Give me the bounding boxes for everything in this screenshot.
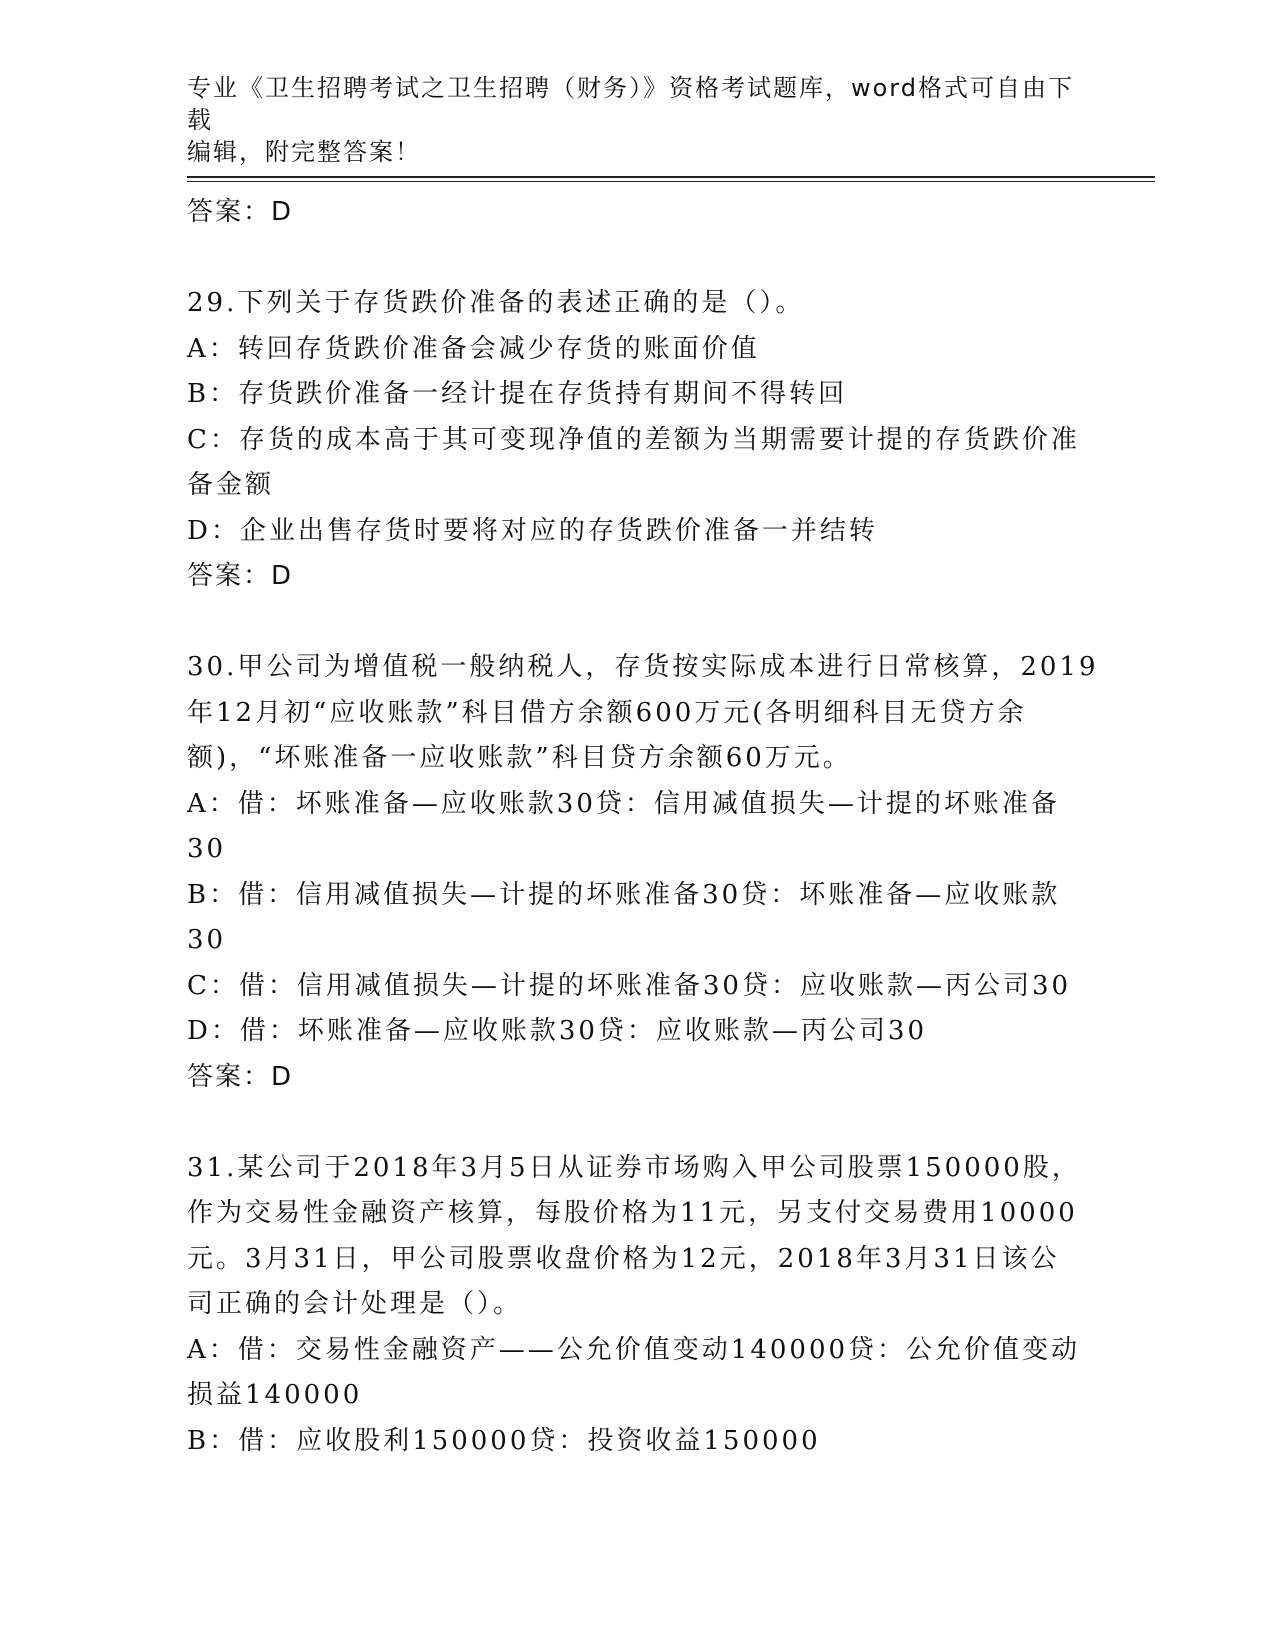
question-list (187, 190, 1099, 1464)
question-stem: 31.某公司于2018年3月5日从证券市场购入甲公司股票150000股， (187, 1152, 1081, 1183)
question-stem-continued: 年12月初“应收账款”科目借方余额600万元(各明细科目无贷方余 (187, 697, 1027, 728)
question-31 (187, 1146, 1081, 1465)
question-29 (187, 281, 1080, 600)
header-line-2: 编辑，附完整答案！ (187, 138, 421, 166)
option-b-continued: 30 (187, 925, 227, 955)
question-30 (187, 645, 1099, 1100)
option-a: A：借：交易性金融资产——公允价值变动140000贷：公允价值变动 (187, 1334, 1081, 1365)
option-a: A：借：坏账准备—应收账款30贷：信用减值损失—计提的坏账准备 (187, 788, 1060, 819)
option-d: D：借：坏账准备—应收账款30贷：应收账款—丙公司30 (187, 1016, 928, 1046)
question-stem-continued: 作为交易性金融资产核算，每股价格为11元，另支付交易费用10000 (187, 1198, 1078, 1228)
spacer (187, 600, 1067, 646)
document-header (187, 72, 1087, 168)
option-a-continued: 损益140000 (187, 1380, 363, 1410)
question-stem-continued: 额)，“坏账准备一应收账款”科目贷方余额60万元。 (187, 743, 852, 773)
header-line-1: 专业《卫生招聘考试之卫生招聘（财务）》资格考试题库，word格式可自由下载 (187, 74, 1074, 134)
spacer (187, 236, 1067, 282)
option-b: B：存货跌价准备一经计提在存货持有期间不得转回 (187, 379, 848, 409)
header-divider-thick (187, 176, 1155, 178)
header-divider-thin (187, 181, 1155, 182)
option-b: B：借：应收股利150000贷：投资收益150000 (187, 1425, 821, 1456)
question-stem: 30.甲公司为增值税一般纳税人，存货按实际成本进行日常核算，2019 (187, 652, 1099, 682)
question-stem-continued: 司正确的会计处理是（）。 (187, 1289, 523, 1319)
spacer (187, 1100, 1067, 1146)
option-b: B：借：信用减值损失—计提的坏账准备30贷：坏账准备—应收账款 (187, 879, 1061, 910)
option-c: C：借：信用减值损失—计提的坏账准备30贷：应收账款—丙公司30 (187, 970, 1072, 1001)
option-c: C：存货的成本高于其可变现净值的差额为当期需要计提的存货跌价准 (187, 424, 1080, 455)
option-a-continued: 30 (187, 834, 227, 864)
option-d: D：企业出售存货时要将对应的存货跌价准备一并结转 (187, 515, 878, 546)
answer-line: 答案：D (187, 561, 294, 591)
answer-line: 答案：D (187, 197, 294, 227)
answer-line: 答案：D (187, 1061, 294, 1092)
question-stem: 29.下列关于存货跌价准备的表述正确的是（）。 (187, 288, 805, 318)
option-a: A：转回存货跌价准备会减少存货的账面价值 (187, 333, 760, 364)
option-c-continued: 备金额 (187, 470, 275, 500)
question-stem-continued: 元。3月31日，甲公司股票收盘价格为12元，2018年3月31日该公 (187, 1243, 1060, 1274)
